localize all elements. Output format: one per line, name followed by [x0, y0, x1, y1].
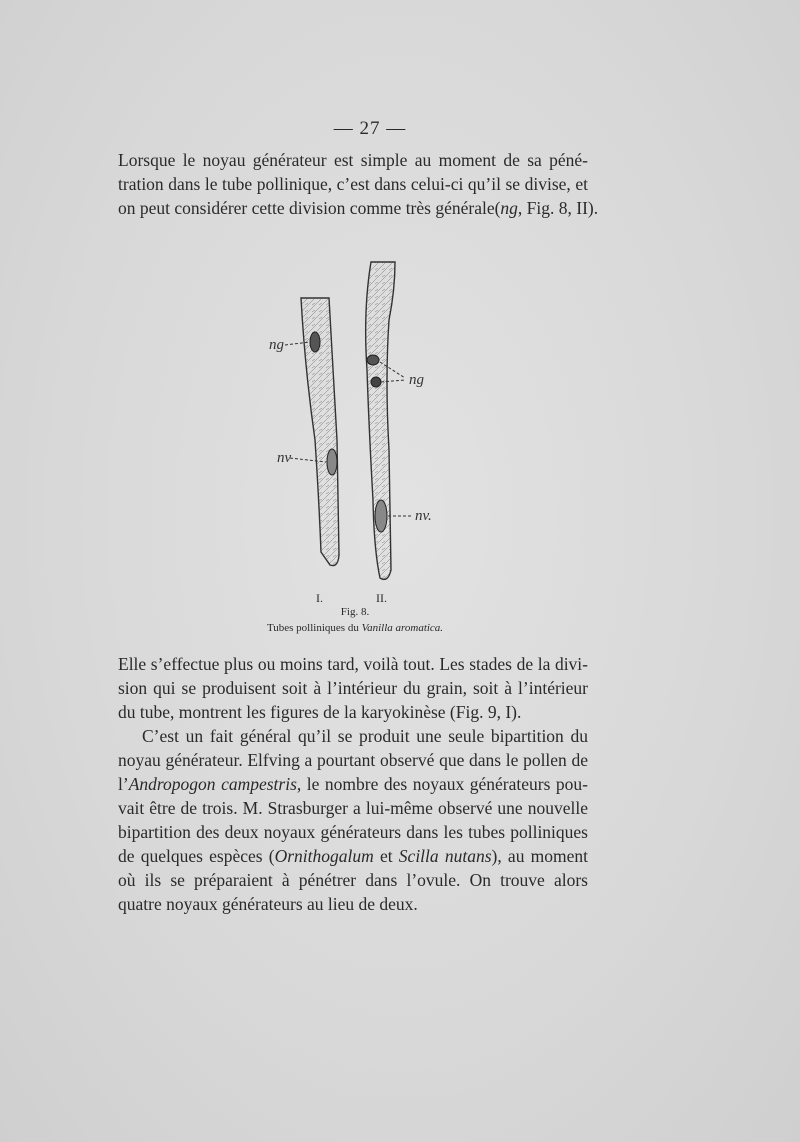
- paragraph-2-line: quatre noyaux générateurs au lieu de deux.: [118, 894, 418, 914]
- paragraph-2-text: , le nombre des noyaux générateurs pou-: [296, 774, 589, 794]
- paragraph-2-text: et: [373, 846, 399, 866]
- figure-caption-text: Tubes polliniques du: [266, 622, 362, 634]
- figure-roman-one: I.: [316, 591, 323, 605]
- species-name: Ornithogalum: [274, 846, 374, 866]
- pollen-tube-figure: [255, 250, 455, 590]
- figure-caption: [230, 622, 480, 634]
- paragraph-1-line: [118, 196, 599, 220]
- paragraph-2-text: l’: [118, 774, 129, 794]
- label-nv-right: nv.: [415, 508, 432, 524]
- nucleus-ng-two-a: [367, 355, 379, 365]
- label-ng-left: ng: [269, 337, 284, 353]
- paragraph-1-line: tration dans le tube pollinique, c’est dans celui-ci qu’il se divise, et: [118, 174, 588, 194]
- paragraph-2-line: C’est un fait général qu’il se produit une seule bipartition du: [142, 726, 588, 746]
- species-name: Scilla nutans: [398, 846, 492, 866]
- paragraph-1: [118, 148, 599, 220]
- paragraph-1-line: Lorsque le noyau générateur est simple au moment de sa péné-: [118, 150, 588, 170]
- paragraph-1-text: , Fig. 8, II).: [517, 198, 599, 218]
- nucleus-nv-one: [327, 449, 337, 475]
- figure-label: Fig. 8.: [340, 606, 370, 618]
- paragraph-2-line: vait être de trois. M. Strasburger a lui-même observé une nouvelle: [118, 798, 588, 818]
- paragraph-2: [118, 652, 588, 916]
- label-nv-left: nv: [277, 450, 292, 466]
- paragraph-2-line: [118, 844, 588, 868]
- nucleus-nv-two: [375, 500, 387, 532]
- nucleus-ng-one: [310, 332, 320, 352]
- nucleus-ng-two-b: [371, 377, 381, 387]
- paragraph-2-line: noyau générateur. Elfving a pourtant observé que dans le pollen de: [118, 750, 588, 770]
- figure-caption-species: Vanilla aromatica.: [361, 622, 444, 634]
- paragraph-2-line: bipartition des deux noyaux générateurs dans les tubes polliniques: [118, 822, 588, 842]
- figure-roman-two: II.: [376, 591, 387, 605]
- paragraph-2-line: [118, 772, 588, 796]
- label-ng-right: ng: [409, 372, 424, 388]
- paragraph-2-line: où ils se préparaient à pénétrer dans l’ovule. On trouve alors: [118, 870, 588, 890]
- paragraph-2-text: ), au moment: [491, 846, 588, 866]
- page-number: — 27 —: [333, 118, 407, 139]
- species-name: Andropogon campestris: [128, 774, 297, 794]
- paragraph-1-text: on peut considérer cette division comme très générale(: [118, 198, 501, 218]
- paragraph-2-text: de quelques espèces (: [118, 846, 275, 866]
- paragraph-2-line: sion qui se produisent soit à l’intérieur du grain, soit à l’intérieur: [118, 678, 588, 698]
- paragraph-2-line: du tube, montrent les figures de la karyokinèse (Fig. 9, I).: [118, 702, 522, 722]
- paragraph-2-line: Elle s’effectue plus ou moins tard, voilà tout. Les stades de la divi-: [118, 654, 588, 674]
- ng-abbrev: ng: [500, 198, 518, 218]
